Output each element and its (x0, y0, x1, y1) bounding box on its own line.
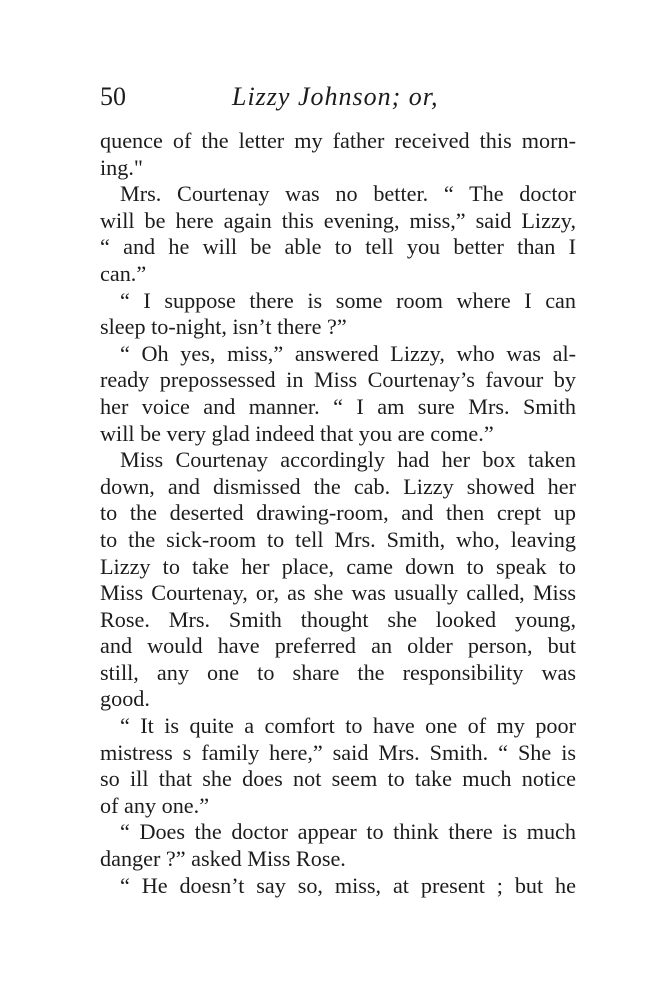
text-line: still, any one to share the responsibility was (100, 659, 576, 685)
text-line: can.” (100, 260, 147, 286)
text-line: of any one.” (100, 792, 210, 818)
text-line: ing." (100, 154, 143, 180)
text-line: good. (100, 686, 150, 712)
text-line: so ill that she does not seem to take much notice (100, 766, 576, 792)
text-line: “ and he will be able to tell you better than I (100, 234, 576, 260)
page-number: 50 (100, 82, 126, 111)
text-line: “ He doesn’t say so, miss, at present ; but he (120, 872, 576, 898)
text-line: Miss Courtenay, or, as she was usually called, Miss (100, 580, 576, 606)
text-line: will be very glad indeed that you are come.” (100, 420, 494, 446)
text-line: quence of the letter my father received this morn- (100, 128, 576, 153)
text-line: “ I suppose there is some room where I can (120, 287, 576, 313)
text-line: “ Does the doctor appear to think there is much (120, 819, 576, 845)
text-line: “ It is quite a comfort to have one of my poor (120, 713, 576, 739)
text-line: her voice and manner. “ I am sure Mrs. Smith (100, 393, 576, 419)
text-line: to the sick-room to tell Mrs. Smith, who, leaving (100, 526, 576, 552)
text-line: to the deserted drawing-room, and then crept up (100, 500, 576, 526)
text-line: Miss Courtenay accordingly had her box taken (120, 447, 576, 473)
text-line: Lizzy to take her place, came down to speak to (100, 553, 576, 579)
text-line: “ Oh yes, miss,” answered Lizzy, who was al- (120, 340, 576, 366)
text-line: ready prepossessed in Miss Courtenay’s favour by (100, 367, 576, 393)
text-line: danger ?” asked Miss Rose. (100, 846, 346, 872)
text-line: down, and dismissed the cab. Lizzy showed her (100, 473, 576, 499)
text-line: sleep to-night, isn’t there ?” (100, 314, 347, 340)
running-title: Lizzy Johnson; or, (232, 82, 439, 111)
text-line: mistress s family here,” said Mrs. Smith. “ She is (100, 739, 576, 765)
text-line: Rose. Mrs. Smith thought she looked young, (100, 606, 576, 632)
text-line: Mrs. Courtenay was no better. “ The doctor (120, 181, 576, 207)
text-line: and would have preferred an older person, but (100, 633, 576, 659)
body-text (100, 128, 576, 899)
text-line: will be here again this evening, miss,” said Lizzy, (100, 207, 576, 233)
